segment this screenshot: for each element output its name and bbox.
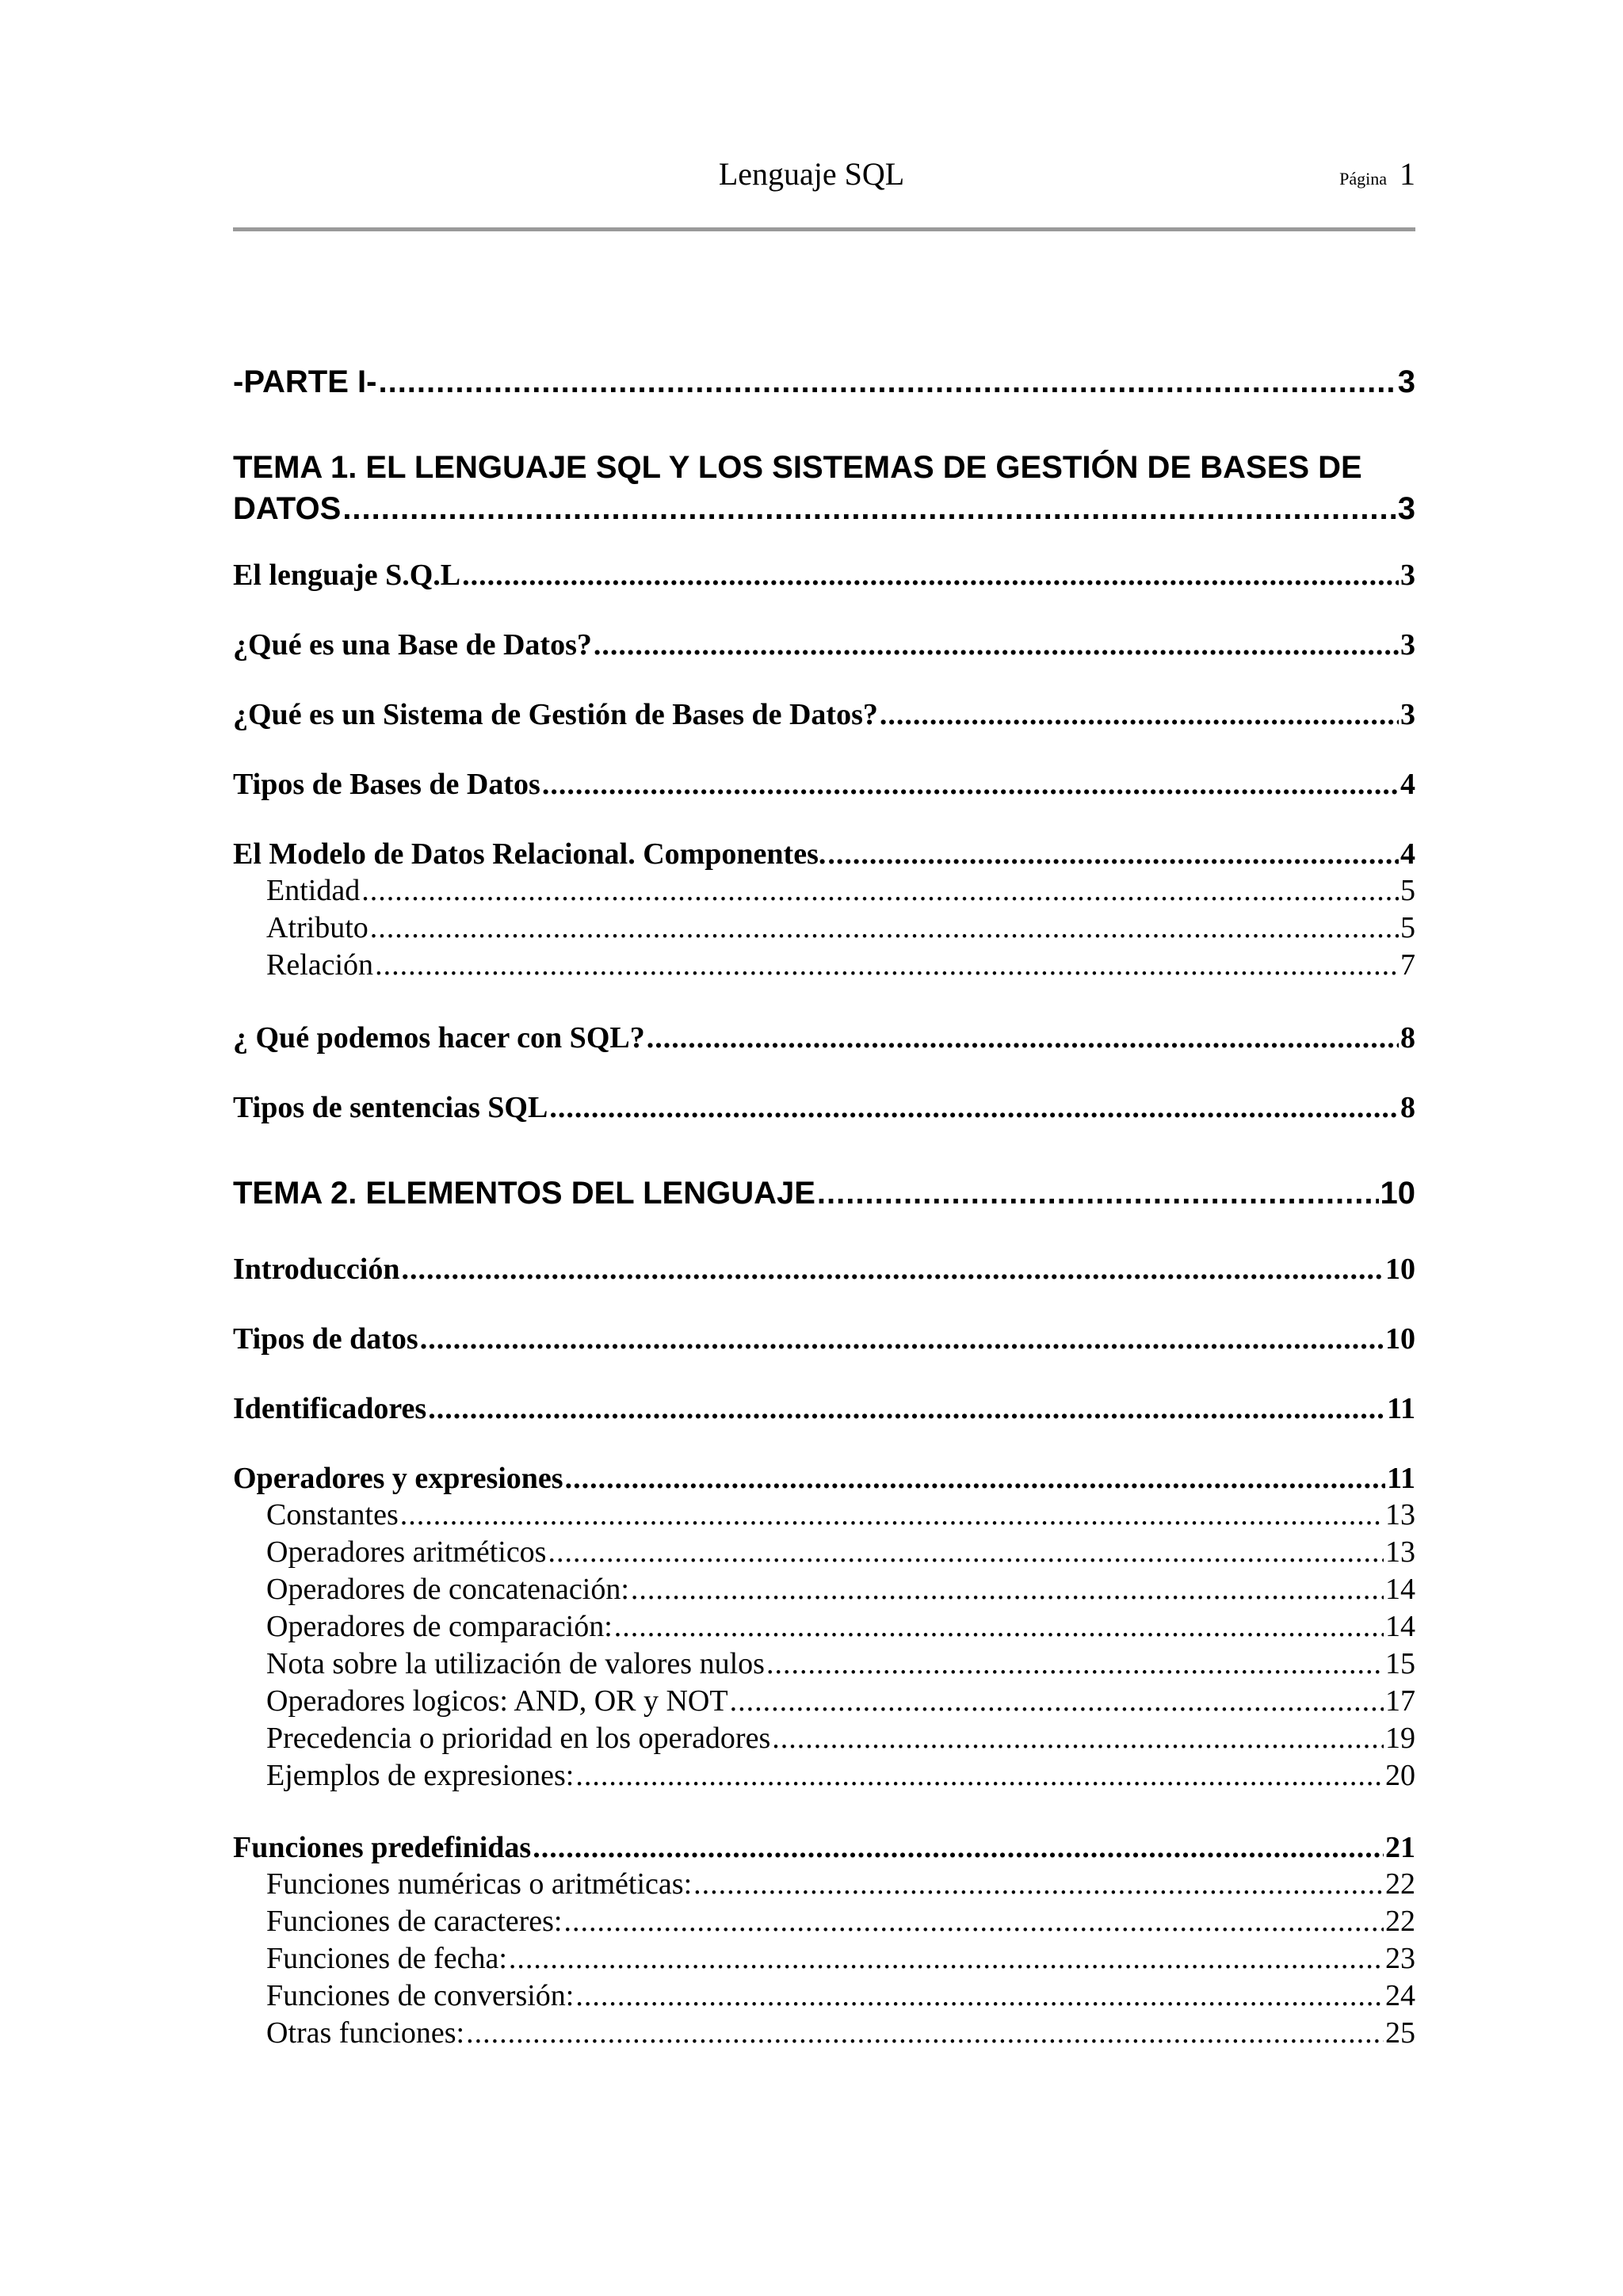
toc-entry-label: Funciones de caracteres: bbox=[266, 1905, 563, 1938]
toc-entry-page: 7 bbox=[1400, 948, 1415, 982]
toc-entry-page: 11 bbox=[1387, 1462, 1415, 1495]
toc-entry-page: 22 bbox=[1385, 1905, 1415, 1938]
toc-entry-page: 15 bbox=[1385, 1647, 1415, 1680]
dot-leader bbox=[647, 1019, 1399, 1057]
dot-leader bbox=[772, 1719, 1384, 1757]
dot-leader bbox=[509, 1939, 1384, 1978]
toc-entry-page: 3 bbox=[1400, 559, 1415, 592]
toc-entry-page: 17 bbox=[1385, 1684, 1415, 1718]
toc-entry-base-datos[interactable] bbox=[233, 626, 1415, 664]
toc-entry-label: Funciones de conversión: bbox=[266, 1979, 575, 2012]
dot-leader bbox=[462, 556, 1399, 594]
document-title: Lenguaje SQL bbox=[718, 156, 905, 192]
toc-entry-page: 10 bbox=[1380, 1176, 1415, 1211]
toc-entry-op-comparacion[interactable] bbox=[233, 1608, 1415, 1646]
dot-leader bbox=[548, 1533, 1384, 1571]
toc-entry-page: 14 bbox=[1385, 1610, 1415, 1643]
toc-entry-constantes[interactable] bbox=[233, 1496, 1415, 1534]
toc-entry-entidad[interactable] bbox=[233, 871, 1415, 910]
header-divider bbox=[233, 227, 1415, 231]
dot-leader bbox=[428, 1390, 1385, 1428]
toc-entry-label: Operadores de comparación: bbox=[266, 1610, 613, 1643]
page-number: 1 bbox=[1400, 156, 1415, 192]
toc-entry-label: Tipos de datos bbox=[233, 1322, 418, 1356]
toc-entry-label: ¿Qué es un Sistema de Gestión de Bases de Datos? bbox=[233, 698, 878, 731]
toc-entry-label: Nota sobre la utilización de valores nulos bbox=[266, 1647, 765, 1680]
toc-entry-ejemplos[interactable] bbox=[233, 1756, 1415, 1794]
toc-entry-precedencia[interactable] bbox=[233, 1719, 1415, 1757]
page-label: Página bbox=[1339, 169, 1387, 189]
toc-entry-label: Operadores y expresiones bbox=[233, 1462, 563, 1495]
dot-leader bbox=[549, 1089, 1399, 1127]
toc-entry-label: ¿Qué es una Base de Datos? bbox=[233, 628, 592, 662]
toc-entry-label: Atributo bbox=[266, 911, 369, 944]
toc-entry-tema-2[interactable] bbox=[233, 1173, 1415, 1214]
dot-leader bbox=[542, 765, 1399, 803]
toc-entry-page: 13 bbox=[1385, 1498, 1415, 1531]
toc-entry-page: 19 bbox=[1385, 1722, 1415, 1755]
toc-entry-fn-otras[interactable] bbox=[233, 2014, 1415, 2052]
dot-leader bbox=[361, 871, 1399, 910]
dot-leader bbox=[631, 1570, 1384, 1608]
toc-entry-label: Funciones predefinidas bbox=[233, 1831, 532, 1864]
toc-entry-relacion[interactable] bbox=[233, 946, 1415, 984]
toc-entry-page: 22 bbox=[1385, 1867, 1415, 1901]
toc-entry-page: 23 bbox=[1385, 1942, 1415, 1975]
toc-entry-op-logicos[interactable] bbox=[233, 1682, 1415, 1720]
toc-entry-tipos-datos[interactable] bbox=[233, 1320, 1415, 1358]
dot-leader bbox=[880, 696, 1399, 734]
toc-entry-que-hacer[interactable] bbox=[233, 1019, 1415, 1057]
toc-entry-page: 3 bbox=[1400, 628, 1415, 662]
dot-leader bbox=[817, 1173, 1379, 1214]
toc-entry-page: 10 bbox=[1385, 1253, 1415, 1286]
dot-leader bbox=[533, 1829, 1384, 1867]
toc-entry-label: Constantes bbox=[266, 1498, 399, 1531]
toc-entry-funciones[interactable] bbox=[233, 1829, 1415, 1867]
dot-leader bbox=[401, 1250, 1384, 1288]
toc-entry-page: 3 bbox=[1397, 491, 1415, 526]
dot-leader bbox=[614, 1608, 1384, 1646]
dot-leader bbox=[564, 1902, 1384, 1940]
toc-entry-page: 21 bbox=[1385, 1831, 1415, 1864]
toc-entry-label: Tipos de Bases de Datos bbox=[233, 768, 540, 801]
toc-entry-atributo[interactable] bbox=[233, 909, 1415, 947]
toc-entry-page: 5 bbox=[1400, 911, 1415, 944]
toc-entry-label: Funciones de fecha: bbox=[266, 1942, 507, 1975]
toc-entry-label: -PARTE I- bbox=[233, 364, 377, 399]
toc-entry-lenguaje-sql[interactable] bbox=[233, 556, 1415, 594]
toc-entry-label: Operadores de concatenación: bbox=[266, 1573, 629, 1606]
toc-entry-label: Precedencia o prioridad en los operadores bbox=[266, 1722, 771, 1755]
toc-entry-page: 3 bbox=[1397, 364, 1415, 399]
toc-entry-op-concatenacion[interactable] bbox=[233, 1570, 1415, 1608]
toc-entry-introduccion[interactable] bbox=[233, 1250, 1415, 1288]
dot-leader bbox=[370, 909, 1399, 947]
toc-entry-operadores[interactable] bbox=[233, 1459, 1415, 1497]
dot-leader bbox=[342, 488, 1396, 529]
toc-entry-page: 25 bbox=[1385, 2016, 1415, 2050]
dot-leader bbox=[466, 2014, 1384, 2052]
toc-entry-page: 4 bbox=[1400, 837, 1415, 871]
dot-leader bbox=[693, 1865, 1384, 1903]
toc-entry-tipos-sentencias[interactable] bbox=[233, 1089, 1415, 1127]
toc-entry-sgbd[interactable] bbox=[233, 696, 1415, 734]
page-indicator bbox=[1339, 152, 1415, 204]
toc-entry-label: Introducción bbox=[233, 1253, 400, 1286]
toc-entry-label: Entidad bbox=[266, 874, 361, 907]
toc-entry-page: 3 bbox=[1400, 698, 1415, 731]
toc-entry-label: Otras funciones: bbox=[266, 2016, 465, 2050]
toc-entry-identificadores[interactable] bbox=[233, 1390, 1415, 1428]
toc-entry-label: Funciones numéricas o aritméticas: bbox=[266, 1867, 693, 1901]
toc-entry-label: Identificadores bbox=[233, 1392, 427, 1425]
dot-leader bbox=[766, 1645, 1384, 1683]
toc-entry-fn-caracteres[interactable] bbox=[233, 1902, 1415, 1940]
toc-entry-op-aritmeticos[interactable] bbox=[233, 1533, 1415, 1571]
toc-entry-label: Ejemplos de expresiones: bbox=[266, 1759, 575, 1792]
toc-entry-page: 20 bbox=[1385, 1759, 1415, 1792]
toc-entry-page: 11 bbox=[1387, 1392, 1415, 1425]
dot-leader bbox=[565, 1459, 1386, 1497]
dot-leader bbox=[375, 946, 1399, 984]
toc-entry-label: TEMA 2. ELEMENTOS DEL LENGUAJE bbox=[233, 1176, 815, 1211]
toc-entry-fn-numericas[interactable] bbox=[233, 1865, 1415, 1903]
toc-entry-page: 10 bbox=[1385, 1322, 1415, 1356]
dot-leader bbox=[378, 361, 1396, 402]
toc-entry-label: Relación bbox=[266, 948, 374, 982]
toc-entry-tema-1[interactable] bbox=[233, 447, 1415, 529]
toc-entry-fn-fecha[interactable] bbox=[233, 1939, 1415, 1978]
toc-entry-label: TEMA 1. EL LENGUAJE SQL Y LOS SISTEMAS DE GESTIÓN DE BASES DE bbox=[233, 450, 1362, 485]
toc-entry-fn-conversion[interactable] bbox=[233, 1977, 1415, 2015]
toc-entry-page: 8 bbox=[1400, 1091, 1415, 1124]
toc-entry-page: 24 bbox=[1385, 1979, 1415, 2012]
toc-entry-label-cont: DATOS bbox=[233, 491, 342, 526]
toc-entry-label: Operadores logicos: AND, OR y NOT bbox=[266, 1684, 728, 1718]
toc-entry-label: Tipos de sentencias SQL bbox=[233, 1091, 548, 1124]
toc-entry-label: El Modelo de Datos Relacional. Componentes. bbox=[233, 837, 827, 871]
toc-entry-page: 8 bbox=[1400, 1021, 1415, 1055]
toc-entry-parte-1[interactable] bbox=[233, 361, 1415, 402]
toc-entry-label: ¿ Qué podemos hacer con SQL? bbox=[233, 1021, 645, 1055]
toc-entry-page: 13 bbox=[1385, 1535, 1415, 1569]
toc-entry-valores-nulos[interactable] bbox=[233, 1645, 1415, 1683]
dot-leader bbox=[827, 835, 1399, 873]
toc-entry-modelo-relacional[interactable] bbox=[233, 835, 1415, 873]
dot-leader bbox=[575, 1977, 1384, 2015]
toc-entry-page: 14 bbox=[1385, 1573, 1415, 1606]
dot-leader bbox=[575, 1756, 1384, 1794]
dot-leader bbox=[730, 1682, 1384, 1720]
dot-leader bbox=[594, 626, 1399, 664]
toc-entry-page: 4 bbox=[1400, 768, 1415, 801]
toc-entry-page: 5 bbox=[1400, 874, 1415, 907]
dot-leader bbox=[400, 1496, 1384, 1534]
dot-leader bbox=[420, 1320, 1384, 1358]
toc-entry-label: Operadores aritméticos bbox=[266, 1535, 547, 1569]
toc-entry-tipos-bd[interactable] bbox=[233, 765, 1415, 803]
toc-entry-label: El lenguaje S.Q.L bbox=[233, 559, 461, 592]
